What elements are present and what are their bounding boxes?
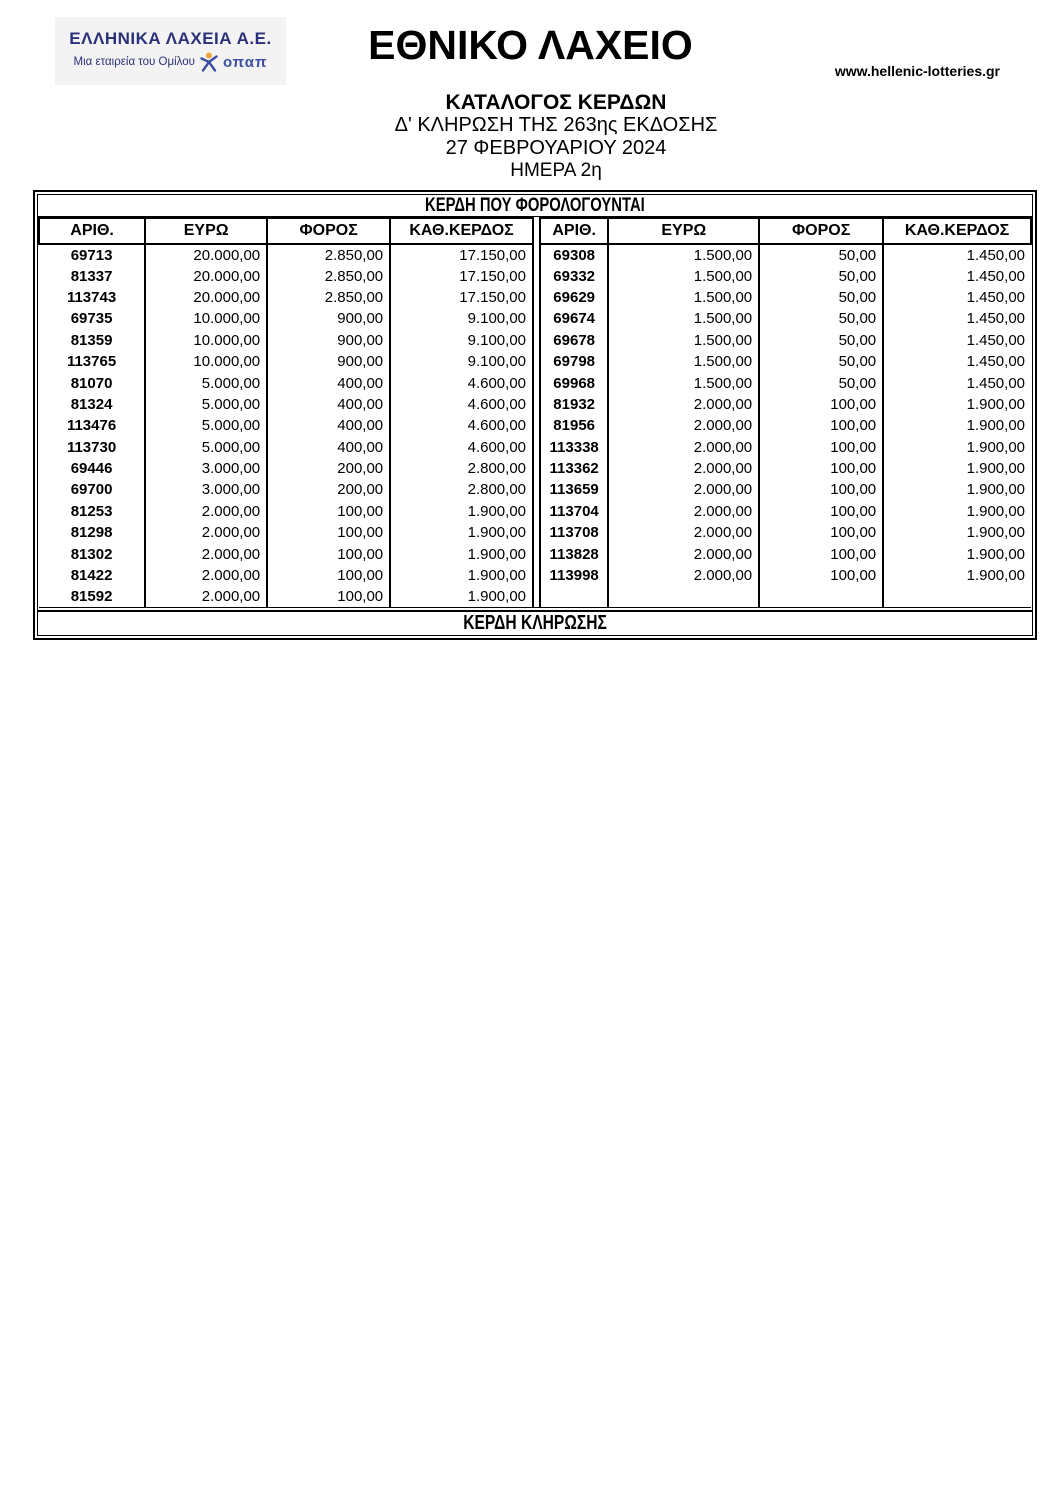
amount-cell: 1.900,00 — [883, 543, 1031, 564]
amount-cell: 100,00 — [267, 543, 390, 564]
amount-cell: 2.000,00 — [145, 522, 267, 543]
amount-cell: 100,00 — [759, 522, 883, 543]
ticket-number-cell: 113730 — [66, 438, 117, 456]
table-divider — [533, 543, 540, 564]
amount-cell: 1.900,00 — [390, 501, 533, 522]
amount-cell: 400,00 — [267, 415, 390, 436]
amount-cell: 2.000,00 — [608, 437, 759, 458]
table-divider — [533, 479, 540, 500]
amount-cell: 50,00 — [759, 244, 883, 265]
amount-cell: 900,00 — [267, 351, 390, 372]
amount-cell: 1.900,00 — [883, 522, 1031, 543]
table-divider — [533, 308, 540, 329]
amount-cell: 9.100,00 — [390, 351, 533, 372]
table-divider — [533, 565, 540, 586]
table-divider — [533, 372, 540, 393]
amount-cell: 4.600,00 — [390, 437, 533, 458]
table-divider — [533, 330, 540, 351]
amount-cell: 2.000,00 — [608, 501, 759, 522]
amount-cell: 50,00 — [759, 372, 883, 393]
amount-cell: 50,00 — [759, 287, 883, 308]
amount-cell: 2.850,00 — [267, 244, 390, 265]
amount-cell: 2.850,00 — [267, 287, 390, 308]
ticket-number-cell: 113362 — [549, 460, 599, 478]
subtitle-draw: Δ' ΚΛΗΡΩΣΗ ΤΗΣ 263ης ΕΚΔΟΣΗΣ — [394, 114, 718, 136]
amount-cell: 5.000,00 — [145, 372, 267, 393]
ticket-number-cell: 113708 — [549, 524, 599, 542]
ticket-number-cell: 69713 — [70, 246, 113, 264]
amount-cell: 10.000,00 — [145, 308, 267, 329]
ticket-number-cell: 69629 — [553, 288, 596, 306]
subtitle-day: ΗΜΕΡΑ 2η — [510, 160, 602, 181]
amount-cell: 1.900,00 — [883, 415, 1031, 436]
table-row — [39, 543, 1031, 564]
ticket-number-cell: 69446 — [70, 460, 113, 478]
amount-cell: 1.500,00 — [608, 287, 759, 308]
amount-cell: 2.000,00 — [608, 394, 759, 415]
amount-cell: 9.100,00 — [390, 330, 533, 351]
amount-cell: 50,00 — [759, 351, 883, 372]
table-row — [39, 458, 1031, 479]
amount-cell: 1.500,00 — [608, 330, 759, 351]
amount-cell: 100,00 — [759, 458, 883, 479]
amount-cell: 5.000,00 — [145, 437, 267, 458]
table-row — [39, 522, 1031, 543]
ticket-number-cell: 81302 — [70, 545, 113, 563]
ticket-number-cell: 113743 — [66, 288, 117, 306]
amount-cell: 3.000,00 — [145, 458, 267, 479]
amount-cell: 100,00 — [267, 522, 390, 543]
amount-cell: 1.900,00 — [390, 522, 533, 543]
amount-cell: 2.000,00 — [608, 458, 759, 479]
amount-cell: 1.900,00 — [390, 543, 533, 564]
table-row — [39, 565, 1031, 586]
amount-cell — [759, 586, 883, 607]
table-row — [39, 265, 1031, 286]
column-header-net-left: ΚΑΘ.ΚΕΡΔΟΣ — [390, 218, 533, 244]
amount-cell: 1.450,00 — [883, 351, 1031, 372]
amount-cell: 100,00 — [759, 394, 883, 415]
amount-cell: 2.000,00 — [145, 501, 267, 522]
amount-cell: 1.500,00 — [608, 244, 759, 265]
amount-cell: 100,00 — [267, 501, 390, 522]
amount-cell: 20.000,00 — [145, 265, 267, 286]
amount-cell: 400,00 — [267, 437, 390, 458]
table-divider — [533, 501, 540, 522]
ticket-number-cell: 81359 — [70, 331, 113, 349]
amount-cell: 100,00 — [267, 565, 390, 586]
table-divider — [533, 265, 540, 286]
ticket-number-cell: 113659 — [549, 481, 599, 499]
table-divider — [533, 394, 540, 415]
ticket-number-cell: 69678 — [553, 331, 596, 349]
table-row — [39, 437, 1031, 458]
amount-cell: 200,00 — [267, 479, 390, 500]
ticket-number-cell: 113704 — [549, 502, 599, 520]
amount-cell: 100,00 — [759, 437, 883, 458]
amount-cell: 1.450,00 — [883, 265, 1031, 286]
table-divider — [533, 287, 540, 308]
amount-cell: 1.900,00 — [883, 479, 1031, 500]
column-header-number-right: ΑΡΙΘ. — [540, 218, 608, 244]
table-divider — [533, 437, 540, 458]
amount-cell: 2.000,00 — [608, 543, 759, 564]
table-row — [39, 244, 1031, 265]
amount-cell: 2.000,00 — [608, 522, 759, 543]
amount-cell: 2.800,00 — [390, 458, 533, 479]
amount-cell: 1.900,00 — [883, 458, 1031, 479]
ticket-number-cell — [540, 586, 608, 607]
amount-cell: 100,00 — [759, 501, 883, 522]
amount-cell: 17.150,00 — [390, 265, 533, 286]
amount-cell: 900,00 — [267, 308, 390, 329]
draw-prizes-banner — [38, 610, 1032, 635]
column-header-net-right: ΚΑΘ.ΚΕΡΔΟΣ — [883, 218, 1031, 244]
column-header-tax-right: ΦΟΡΟΣ — [759, 218, 883, 244]
amount-cell: 1.900,00 — [883, 394, 1031, 415]
prize-table — [37, 194, 1033, 636]
amount-cell: 400,00 — [267, 372, 390, 393]
amount-cell: 1.450,00 — [883, 372, 1031, 393]
amount-cell — [608, 586, 759, 607]
ticket-number-cell: 81592 — [70, 588, 113, 606]
column-header-number-left: ΑΡΙΘ. — [39, 218, 145, 244]
amount-cell: 100,00 — [759, 565, 883, 586]
subtitle-date: 27 ΦΕΒΡΟΥΑΡΙΟΥ 2024 — [445, 137, 667, 159]
amount-cell: 1.450,00 — [883, 244, 1031, 265]
column-header-euro-left: ΕΥΡΩ — [145, 218, 267, 244]
amount-cell — [883, 586, 1031, 607]
ticket-number-cell: 81070 — [70, 374, 113, 392]
column-header-euro-right: ΕΥΡΩ — [608, 218, 759, 244]
amount-cell: 900,00 — [267, 330, 390, 351]
table-divider — [533, 458, 540, 479]
table-divider — [533, 244, 540, 265]
ticket-number-cell: 113998 — [549, 567, 599, 585]
amount-cell: 50,00 — [759, 265, 883, 286]
amount-cell: 50,00 — [759, 330, 883, 351]
amount-cell: 20.000,00 — [145, 244, 267, 265]
amount-cell: 17.150,00 — [390, 244, 533, 265]
ticket-number-cell: 113476 — [66, 417, 117, 435]
table-row — [39, 501, 1031, 522]
amount-cell: 9.100,00 — [390, 308, 533, 329]
amount-cell: 1.450,00 — [883, 308, 1031, 329]
table-divider — [533, 218, 540, 244]
amount-cell: 17.150,00 — [390, 287, 533, 308]
amount-cell: 1.900,00 — [883, 565, 1031, 586]
table-row — [39, 372, 1031, 393]
prize-table-frame — [33, 190, 1037, 640]
amount-cell: 1.500,00 — [608, 372, 759, 393]
amount-cell: 2.000,00 — [608, 565, 759, 586]
table-divider — [533, 415, 540, 436]
amount-cell: 1.900,00 — [390, 586, 533, 607]
ticket-number-cell: 81253 — [70, 502, 113, 520]
taxed-prizes-banner-label: ΚΕΡΔΗ ΠΟΥ ΦΟΡΟΛΟΓΟΥΝΤΑΙ — [425, 195, 645, 216]
table-row — [39, 479, 1031, 500]
amount-cell: 2.000,00 — [145, 543, 267, 564]
ticket-number-cell: 69700 — [70, 481, 113, 499]
table-row — [39, 394, 1031, 415]
amount-cell: 4.600,00 — [390, 415, 533, 436]
ticket-number-cell: 69798 — [553, 353, 596, 371]
amount-cell: 1.900,00 — [883, 437, 1031, 458]
header-row — [39, 218, 1031, 244]
amount-cell: 3.000,00 — [145, 479, 267, 500]
ticket-number-cell: 69735 — [70, 310, 113, 328]
amount-cell: 100,00 — [267, 586, 390, 607]
amount-cell: 4.600,00 — [390, 372, 533, 393]
amount-cell: 1.450,00 — [883, 287, 1031, 308]
amount-cell: 2.000,00 — [608, 479, 759, 500]
amount-cell: 1.900,00 — [390, 565, 533, 586]
logo-tagline: Μια εταιρεία του Ομίλου — [73, 56, 195, 68]
amount-cell: 1.500,00 — [608, 308, 759, 329]
amount-cell: 5.000,00 — [145, 415, 267, 436]
amount-cell: 50,00 — [759, 308, 883, 329]
amount-cell: 100,00 — [759, 415, 883, 436]
amount-cell: 10.000,00 — [145, 330, 267, 351]
amount-cell: 4.600,00 — [390, 394, 533, 415]
logo-company-name: ΕΛΛΗΝΙΚΑ ΛΑΧΕΙΑ Α.Ε. — [69, 29, 272, 48]
ticket-number-cell: 81956 — [553, 417, 596, 435]
amount-cell: 100,00 — [759, 543, 883, 564]
amount-cell: 1.500,00 — [608, 351, 759, 372]
table-row — [39, 351, 1031, 372]
page-title: ΕΘΝΙΚΟ ΛΑΧΕΙΟ — [368, 22, 693, 68]
ticket-number-cell: 69674 — [553, 310, 596, 328]
table-divider — [533, 586, 540, 607]
amount-cell: 1.500,00 — [608, 265, 759, 286]
subtitle-catalog: ΚΑΤΑΛΟΓΟΣ ΚΕΡΔΩΝ — [445, 91, 667, 114]
ticket-number-cell: 81298 — [70, 524, 113, 542]
table-row — [39, 287, 1031, 308]
ticket-number-cell: 113765 — [66, 353, 117, 371]
column-header-tax-left: ΦΟΡΟΣ — [267, 218, 390, 244]
amount-cell: 2.800,00 — [390, 479, 533, 500]
ticket-number-cell: 81337 — [70, 267, 113, 285]
table-row — [39, 586, 1031, 607]
taxed-prizes-banner — [38, 195, 1032, 217]
amount-cell: 2.000,00 — [608, 415, 759, 436]
opap-wordmark: οπαπ — [222, 53, 268, 71]
ticket-number-cell: 69968 — [553, 374, 596, 392]
ticket-number-cell: 113828 — [549, 545, 599, 563]
prizes-table — [38, 217, 1032, 608]
amount-cell: 10.000,00 — [145, 351, 267, 372]
ticket-number-cell: 113338 — [549, 438, 599, 456]
prizes-table-body — [39, 244, 1031, 608]
amount-cell: 2.000,00 — [145, 586, 267, 607]
ticket-number-cell: 81422 — [70, 567, 113, 585]
ticket-number-cell: 69308 — [553, 246, 596, 264]
ticket-number-cell: 81324 — [70, 395, 113, 413]
amount-cell: 100,00 — [759, 479, 883, 500]
ticket-number-cell: 69332 — [553, 267, 596, 285]
website-url: www.hellenic-lotteries.gr — [834, 63, 1000, 79]
amount-cell: 20.000,00 — [145, 287, 267, 308]
table-row — [39, 308, 1031, 329]
table-row — [39, 330, 1031, 351]
amount-cell: 400,00 — [267, 394, 390, 415]
ticket-number-cell: 81932 — [553, 395, 596, 413]
amount-cell: 2.000,00 — [145, 565, 267, 586]
table-divider — [533, 522, 540, 543]
amount-cell: 5.000,00 — [145, 394, 267, 415]
draw-prizes-banner-label: ΚΕΡΔΗ ΚΛΗΡΩΣΗΣ — [463, 612, 607, 635]
amount-cell: 1.900,00 — [883, 501, 1031, 522]
amount-cell: 2.850,00 — [267, 265, 390, 286]
table-row — [39, 415, 1031, 436]
amount-cell: 1.450,00 — [883, 330, 1031, 351]
table-divider — [533, 351, 540, 372]
amount-cell: 200,00 — [267, 458, 390, 479]
